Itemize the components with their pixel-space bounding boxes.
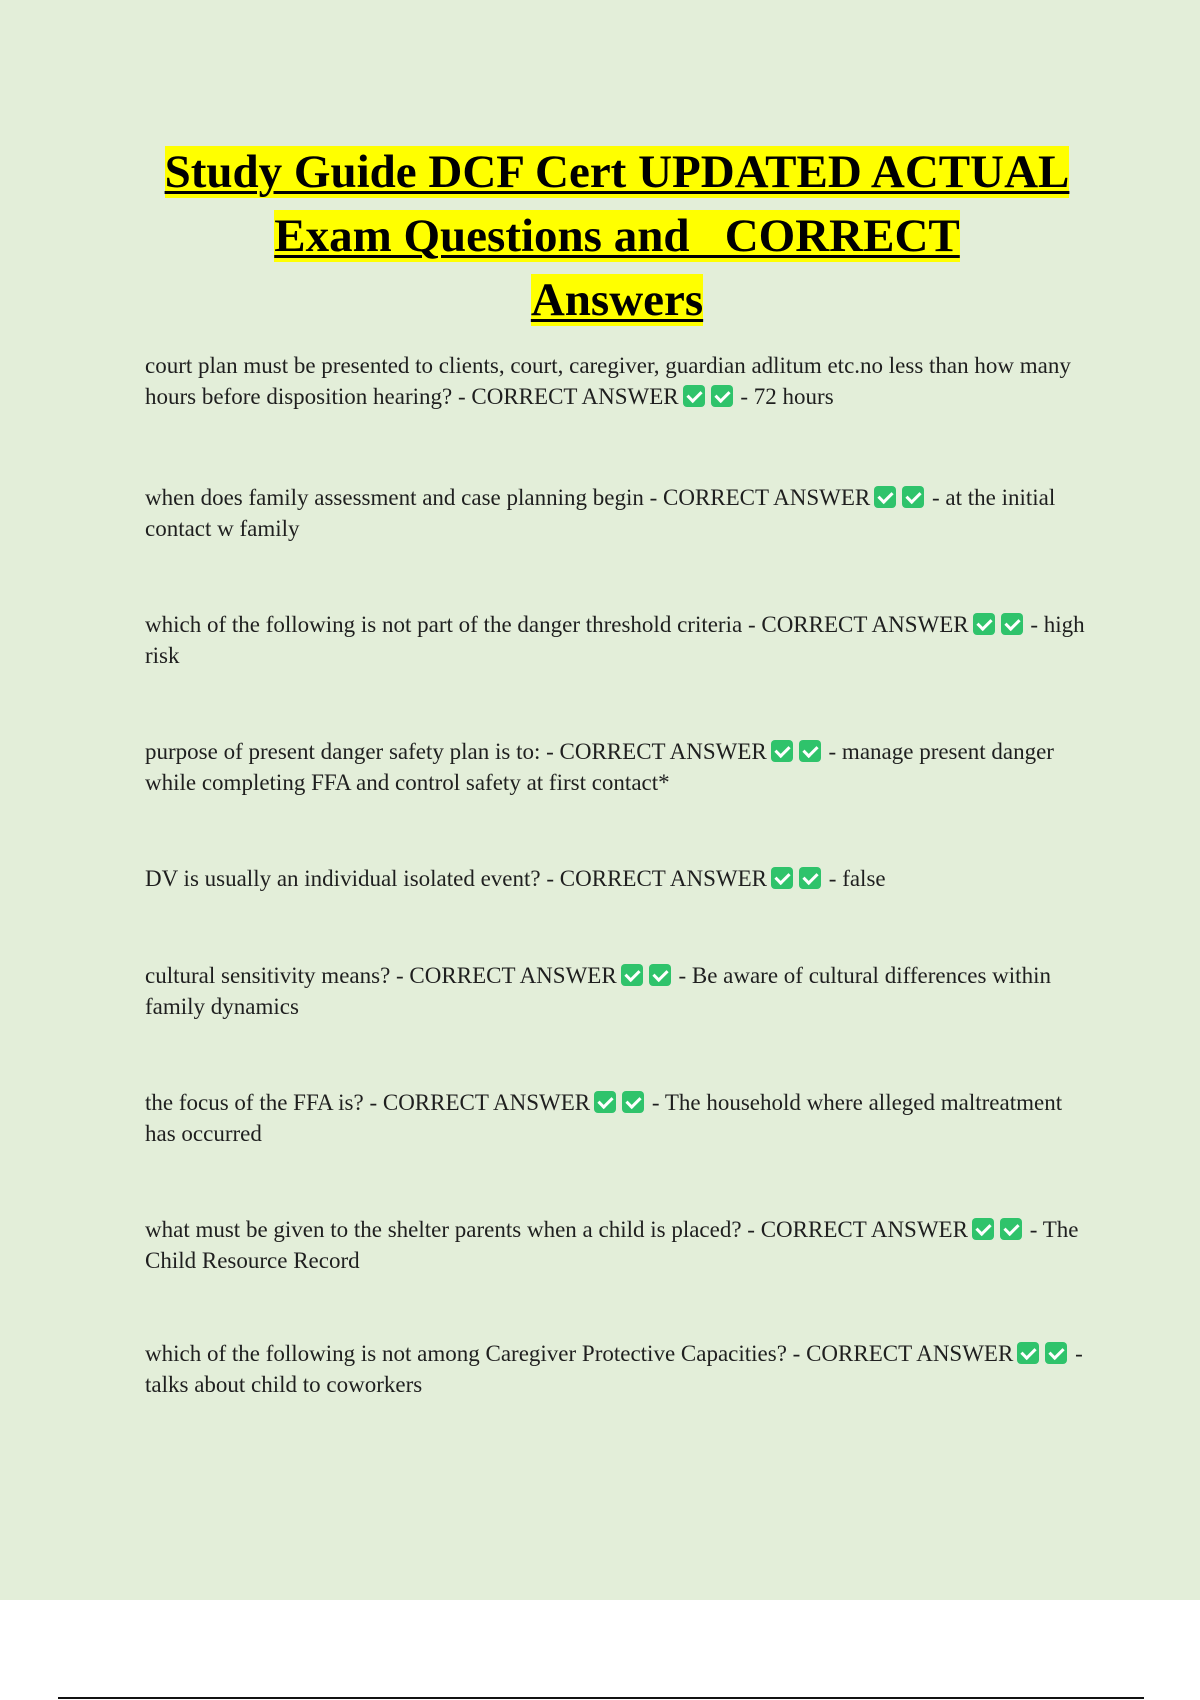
question-text: DV is usually an individual isolated event? - CORRECT ANSWER [145, 866, 768, 891]
qa-item [145, 736, 1090, 798]
check-box-icon [594, 1091, 616, 1113]
question-text: which of the following is not part of the danger threshold criteria - CORRECT ANSWER [145, 612, 969, 637]
qa-item [145, 1214, 1090, 1276]
check-box-icon [771, 867, 793, 889]
title-line-3: Answers [530, 274, 704, 326]
check-box-icon [622, 1091, 644, 1113]
question-text: what must be given to the shelter parents when a child is placed? - CORRECT ANSWER [145, 1217, 968, 1242]
question-text: purpose of present danger safety plan is to: - CORRECT ANSWER [145, 739, 767, 764]
qa-item [145, 1087, 1090, 1149]
check-box-icon [649, 964, 671, 986]
answer-text: - The Child Resource Record [145, 1217, 1079, 1273]
answer-text: - talks about child to coworkers [145, 1341, 1083, 1397]
question-text: cultural sensitivity means? - CORRECT ANSWER [145, 963, 617, 988]
check-box-icon [1001, 613, 1023, 635]
answer-text: - Be aware of cultural differences within family dynamics [145, 963, 1051, 1019]
question-text: which of the following is not among Caregiver Protective Capacities? - CORRECT ANSWER [145, 1341, 1014, 1366]
question-text: the focus of the FFA is? - CORRECT ANSWER [145, 1090, 591, 1115]
check-box-icon [711, 385, 733, 407]
check-box-icon [683, 385, 705, 407]
title-line-1: Study Guide DCF Cert UPDATED ACTUAL [164, 146, 1070, 198]
qa-item [145, 863, 1090, 894]
title-line-2: Exam Questions and CORRECT [274, 210, 960, 262]
check-box-icon [874, 486, 896, 508]
check-box-icon [972, 1218, 994, 1240]
qa-item [145, 1338, 1090, 1400]
document-title [100, 140, 1134, 332]
check-box-icon [799, 740, 821, 762]
answer-text: - manage present danger while completing FFA and control safety at first contact* [145, 739, 1054, 795]
answer-text: - false [828, 866, 886, 891]
qa-item [145, 960, 1090, 1022]
check-box-icon [771, 740, 793, 762]
qa-item [145, 609, 1090, 671]
question-text: court plan must be presented to clients, court, caregiver, guardian adlitum etc.no less than how many hours before disposition hearing? - CORRECT ANSWER [145, 353, 1071, 409]
check-box-icon [1000, 1218, 1022, 1240]
check-box-icon [973, 613, 995, 635]
check-box-icon [621, 964, 643, 986]
question-text: when does family assessment and case planning begin - CORRECT ANSWER [145, 485, 871, 510]
answer-text: - high risk [145, 612, 1085, 668]
footer-divider [58, 1697, 1144, 1699]
check-box-icon [902, 486, 924, 508]
check-box-icon [1045, 1342, 1067, 1364]
answer-text: - The household where alleged maltreatment has occurred [145, 1090, 1063, 1146]
answer-text: - at the initial contact w family [145, 485, 1056, 541]
qa-item [145, 350, 1090, 412]
answer-text: - 72 hours [740, 384, 834, 409]
qa-item [145, 482, 1090, 544]
check-box-icon [1017, 1342, 1039, 1364]
check-box-icon [799, 867, 821, 889]
